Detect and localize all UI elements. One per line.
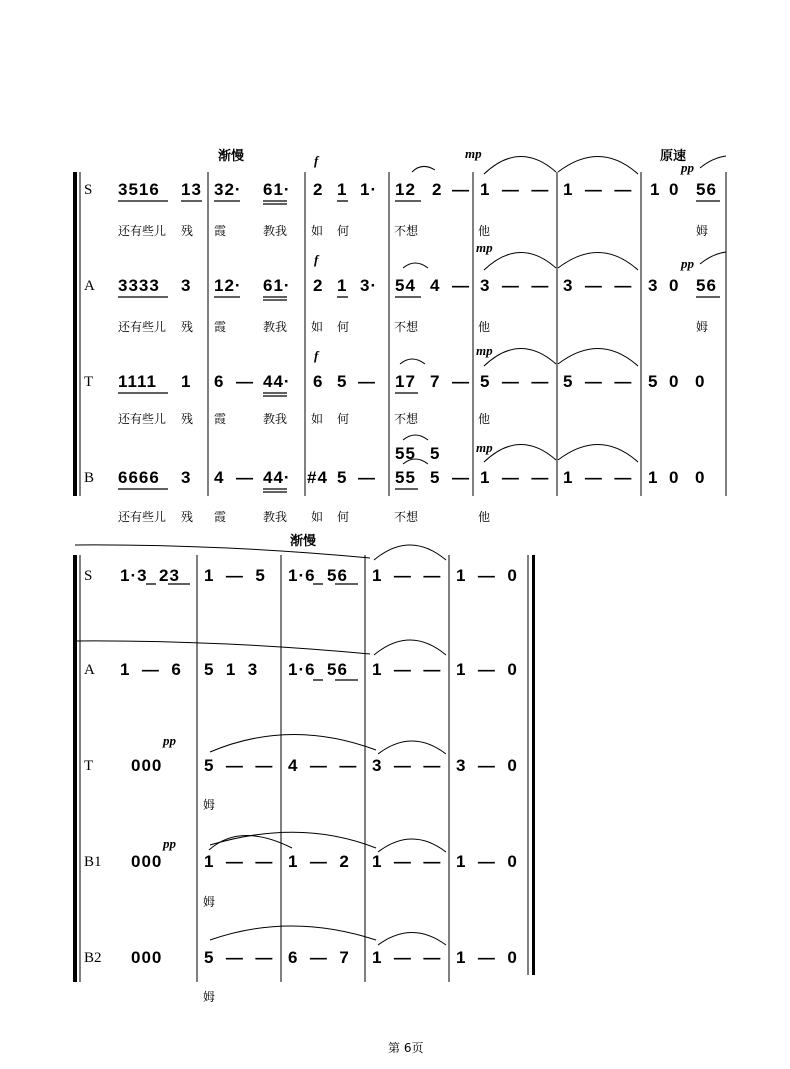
lyric: 不想 (394, 224, 419, 238)
part-label: T (84, 374, 94, 390)
note: — (452, 372, 470, 391)
note: 61· (263, 180, 291, 199)
note: 7 (430, 372, 441, 391)
note: 1·3 23 (120, 566, 180, 585)
dynamic-mark: pp (163, 836, 176, 851)
dynamic-mark: pp (163, 733, 176, 748)
lyric: 他 (478, 224, 491, 238)
dynamic-mark: mp (465, 146, 482, 161)
note: 17 (395, 372, 416, 391)
lyric: 教我 (263, 224, 288, 238)
lyric: 何 (337, 510, 350, 524)
note: 0 (669, 372, 680, 391)
lyric: 何 (337, 412, 350, 426)
note: 1· (360, 180, 378, 199)
note: 1 (181, 372, 192, 391)
note: 3 — — (480, 276, 550, 295)
lyric: 还有些儿 (118, 320, 167, 334)
note: 3 (648, 276, 659, 295)
note: — (358, 468, 376, 487)
note: 1 — 2 (288, 852, 350, 871)
lyric: 如 (311, 224, 324, 238)
lyric: 姆 (696, 224, 709, 238)
lyric: 教我 (263, 510, 288, 524)
note: 000 (131, 852, 163, 871)
note: 3516 (118, 180, 160, 199)
note: 55 (395, 468, 416, 487)
note: 55 (395, 444, 416, 463)
lyric: 何 (337, 320, 350, 334)
note: 61· (263, 276, 291, 295)
note: 5 — — (204, 948, 274, 967)
note: 0 (669, 180, 680, 199)
lyric: 姆 (203, 798, 216, 812)
dynamic-mark: mp (476, 240, 493, 255)
part-label: S (84, 182, 93, 198)
note: — (358, 372, 376, 391)
lyric: 不想 (394, 412, 419, 426)
note: 5 (430, 444, 441, 463)
part-label: B2 (84, 950, 102, 966)
note: 1 — — (563, 180, 633, 199)
note: 4 — — (288, 756, 358, 775)
lyric: 教我 (263, 412, 288, 426)
lyric: 还有些儿 (118, 510, 167, 524)
note: 3 — 0 (456, 756, 518, 775)
note: 0 (695, 468, 706, 487)
note: 1 — — (204, 852, 274, 871)
lyric: 还有些儿 (118, 412, 167, 426)
note: 2 (432, 180, 443, 199)
note: 6 (214, 372, 225, 391)
note: — (452, 276, 470, 295)
note: 5 1 3 (204, 660, 259, 679)
note: 0 (695, 372, 706, 391)
dynamic-mark: mp (476, 440, 493, 455)
lyric: 残 (181, 224, 194, 238)
note: — (236, 468, 254, 487)
dynamic-mark: pp (681, 256, 694, 271)
note: 2 (313, 180, 324, 199)
lyric: 姆 (696, 320, 709, 334)
lyric: 霞 (214, 224, 227, 238)
note: 1111 (118, 372, 158, 391)
note: 5 (337, 468, 348, 487)
note: 54 (395, 276, 416, 295)
note: 6666 (118, 468, 160, 487)
note: 44· (263, 372, 291, 391)
note: 1 — — (563, 468, 633, 487)
note: 1 — 0 (456, 566, 518, 585)
lyric: 不想 (394, 320, 419, 334)
note: 4 (430, 276, 441, 295)
lyric: 霞 (214, 320, 227, 334)
note: — (452, 180, 470, 199)
lyric: 还有些儿 (118, 224, 167, 238)
note: #4 (307, 468, 328, 487)
note: 5 — — (480, 372, 550, 391)
lyric: 霞 (214, 412, 227, 426)
note: 1 (650, 180, 661, 199)
note: 5 (430, 468, 441, 487)
note: 3333 (118, 276, 160, 295)
note: 0 (669, 468, 680, 487)
note: 13 (181, 180, 202, 199)
note: 4 (214, 468, 225, 487)
note: 1 — — (372, 566, 442, 585)
note: 0 (669, 276, 680, 295)
note: 000 (131, 756, 163, 775)
lyric: 残 (181, 412, 194, 426)
note: 56 (696, 180, 717, 199)
note: 1 — 5 (204, 566, 266, 585)
note: 1 (648, 468, 659, 487)
lyric: 教我 (263, 320, 288, 334)
lyric: 残 (181, 320, 194, 334)
note: 5 — — (204, 756, 274, 775)
lyric: 残 (181, 510, 194, 524)
part-label: T (84, 758, 94, 774)
note: 1 — 6 (120, 660, 182, 679)
note: 3· (360, 276, 378, 295)
note: 1 — — (372, 660, 442, 679)
note: 56 (696, 276, 717, 295)
note: 5 (648, 372, 659, 391)
note: 1 — 0 (456, 948, 518, 967)
note: 3 — — (563, 276, 633, 295)
tempo-a-tempo: 原速 (660, 149, 687, 164)
note: 5 (337, 372, 348, 391)
dynamic-mark: f (314, 348, 319, 363)
dynamic-mark: f (314, 252, 319, 267)
lyric: 姆 (203, 990, 216, 1004)
lyric: 他 (478, 510, 491, 524)
note: 44· (263, 468, 291, 487)
note: 1 — 0 (456, 660, 518, 679)
dynamic-mark: pp (681, 160, 694, 175)
note: 1 — 0 (456, 852, 518, 871)
lyric: 如 (311, 412, 324, 426)
note: 12 (395, 180, 416, 199)
lyric: 如 (311, 320, 324, 334)
note: 3 (181, 468, 192, 487)
note: 6 — 7 (288, 948, 350, 967)
note: 1 — — (372, 852, 442, 871)
note: 1 — — (372, 948, 442, 967)
dynamic-mark: mp (476, 343, 493, 358)
part-label: B1 (84, 854, 102, 870)
tempo-rit: 渐慢 (218, 149, 245, 164)
note: 3 (181, 276, 192, 295)
part-label: B (84, 470, 95, 486)
note: 32· (214, 180, 242, 199)
note: 5 — — (563, 372, 633, 391)
lyric: 不想 (394, 510, 419, 524)
note: 2 (313, 276, 324, 295)
note: — (452, 468, 470, 487)
lyric: 何 (337, 224, 350, 238)
note: 1 (337, 276, 348, 295)
part-label: S (84, 568, 93, 584)
part-label: A (84, 278, 95, 294)
part-label: A (84, 662, 95, 678)
lyric: 他 (478, 412, 491, 426)
note: — (236, 372, 254, 391)
note: 1·6 56 (288, 660, 348, 679)
tempo-rit-2: 渐慢 (290, 534, 317, 549)
lyric: 如 (311, 510, 324, 524)
lyric: 姆 (203, 895, 216, 909)
note: 1·6 56 (288, 566, 348, 585)
note: 1 — — (480, 180, 550, 199)
note: 3 — — (372, 756, 442, 775)
note: 6 (313, 372, 324, 391)
lyric: 他 (478, 320, 491, 334)
dynamic-mark: f (314, 153, 319, 168)
note: 000 (131, 948, 163, 967)
note: 1 — — (480, 468, 550, 487)
note: 1 (337, 180, 348, 199)
lyric: 霞 (214, 510, 227, 524)
note: 12· (214, 276, 242, 295)
page-number: 第 6页 (388, 1041, 424, 1055)
